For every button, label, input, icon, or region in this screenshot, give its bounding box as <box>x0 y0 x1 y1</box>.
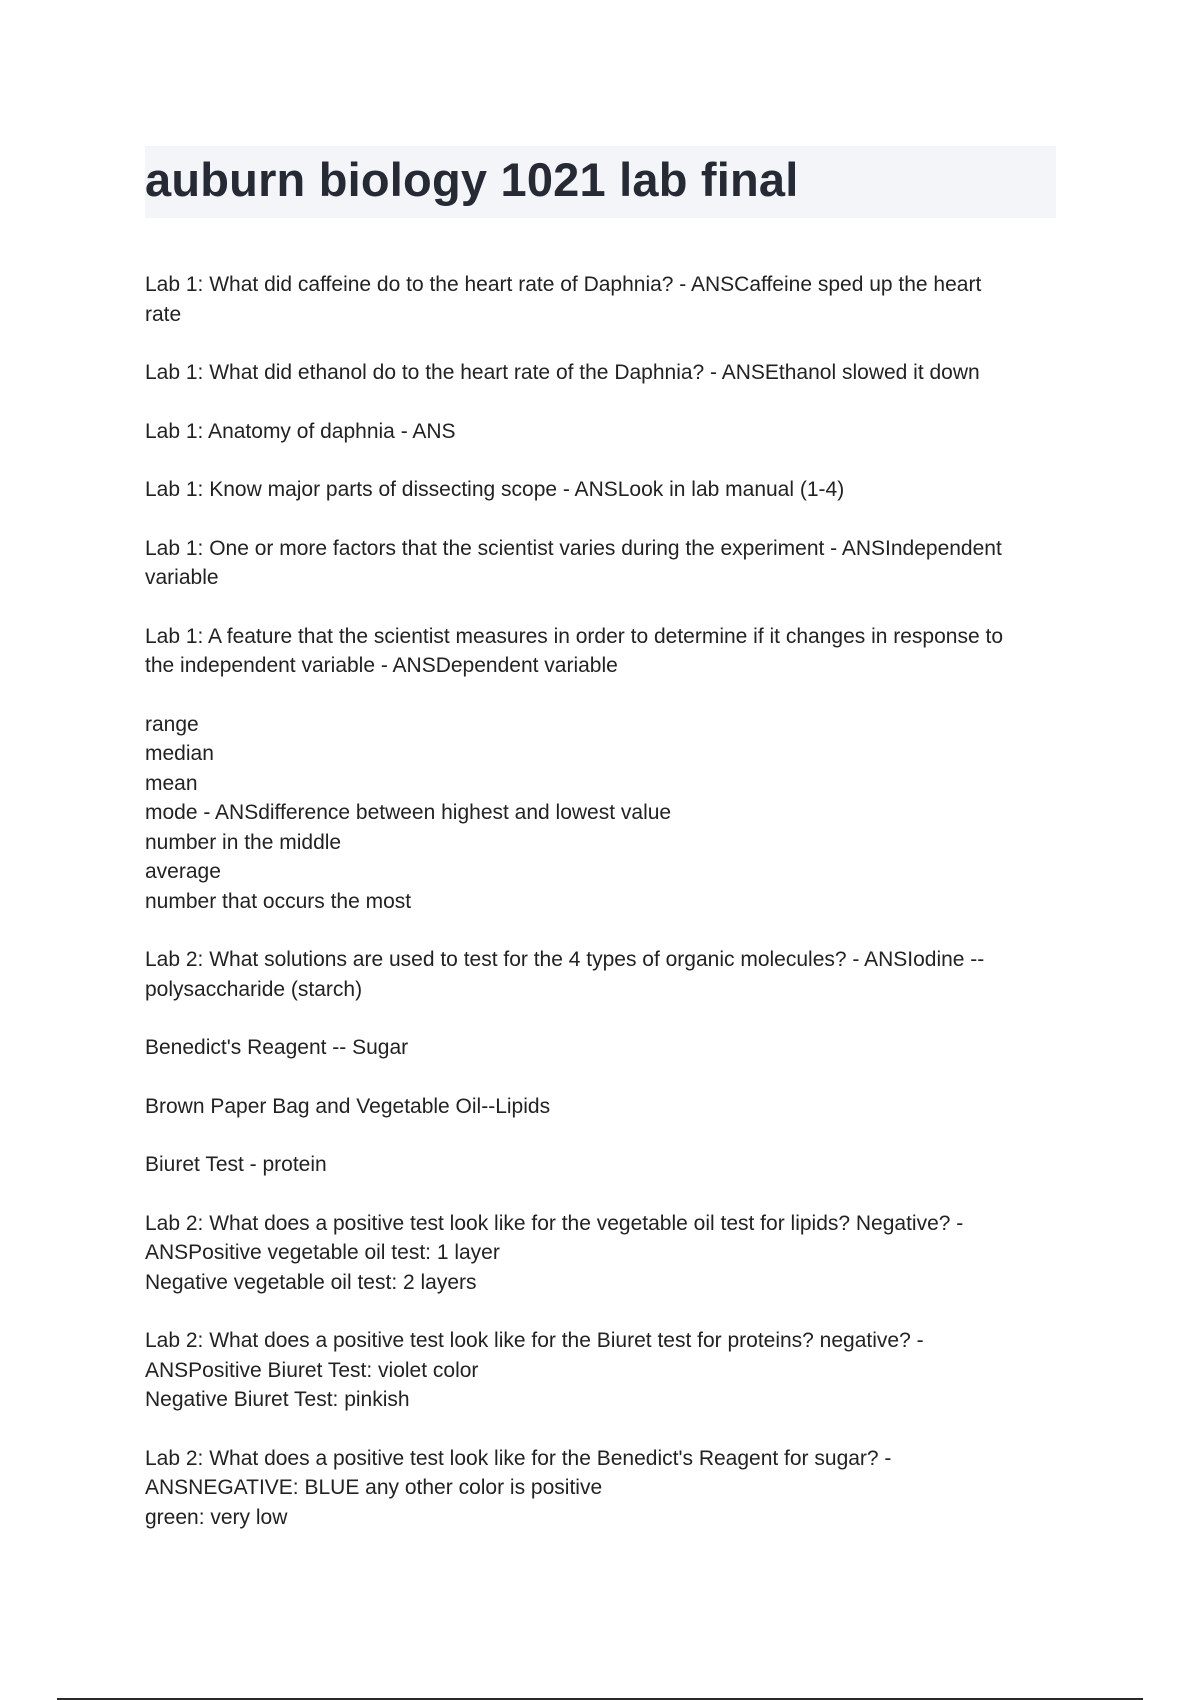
entry-line: Lab 2: What does a positive test look like for the Biuret test for proteins? negative? - <box>145 1329 924 1352</box>
entry-line: Benedict's Reagent -- Sugar <box>145 1036 409 1059</box>
qa-entry <box>145 945 1060 1004</box>
entry-line: mode - ANSdifference between highest and lowest value <box>145 801 672 824</box>
entry-line: Lab 2: What does a positive test look like for the Benedict's Reagent for sugar? - <box>145 1446 892 1470</box>
entry-line: Negative vegetable oil test: 2 layers <box>145 1270 477 1294</box>
qa-entry <box>145 1033 1060 1063</box>
entry-line: Lab 1: Know major parts of dissecting scope - ANSLook in lab manual (1-4) <box>145 478 845 501</box>
entry-line: rate <box>145 302 182 326</box>
qa-entry-statistics <box>145 710 1060 917</box>
entry-line: Lab 1: One or more factors that the scientist varies during the experiment - ANSIndependent <box>145 536 1002 560</box>
title-band <box>145 146 1056 218</box>
qa-entry <box>145 417 1060 447</box>
qa-entry <box>145 358 1060 388</box>
entry-line: Biuret Test - protein <box>145 1153 327 1176</box>
document-body <box>145 270 1060 1561</box>
entry-line: ANSNEGATIVE: BLUE any other color is positive <box>145 1476 603 1499</box>
entry-line: the independent variable - ANSDependent variable <box>145 654 618 677</box>
qa-entry <box>145 622 1060 681</box>
entry-line: Lab 2: What does a positive test look like for the vegetable oil test for lipids? Negative? - <box>145 1211 964 1235</box>
entry-line: Lab 1: Anatomy of daphnia - ANS <box>145 419 456 443</box>
qa-entry <box>145 270 1060 329</box>
qa-entry <box>145 1092 1060 1122</box>
entry-line: mean <box>145 771 198 795</box>
qa-entry <box>145 1444 1060 1533</box>
entry-line: median <box>145 742 214 765</box>
qa-entry <box>145 475 1060 505</box>
entry-line: variable <box>145 566 219 589</box>
entry-line: Brown Paper Bag and Vegetable Oil--Lipids <box>145 1094 551 1118</box>
entry-line: Lab 1: What did ethanol do to the heart rate of the Daphnia? - ANSEthanol slowed it down <box>145 361 980 384</box>
entry-line: average <box>145 860 221 883</box>
qa-entry <box>145 534 1060 593</box>
entry-line: number in the middle <box>145 830 342 854</box>
entry-line: Lab 2: What solutions are used to test for the 4 types of organic molecules? - ANSIodine -- <box>145 948 985 971</box>
entry-line: polysaccharide (starch) <box>145 977 363 1001</box>
entry-line: ANSPositive Biuret Test: violet color <box>145 1358 479 1382</box>
entry-line: range <box>145 712 199 736</box>
qa-entry <box>145 1150 1060 1180</box>
entry-line: Negative Biuret Test: pinkish <box>145 1388 410 1411</box>
entry-line: ANSPositive vegetable oil test: 1 layer <box>145 1241 500 1264</box>
entry-line: green: very low <box>145 1505 288 1529</box>
qa-entry <box>145 1326 1060 1415</box>
entry-line: Lab 1: What did caffeine do to the heart rate of Daphnia? - ANSCaffeine sped up the heart <box>145 273 982 296</box>
entry-line: number that occurs the most <box>145 889 412 913</box>
entry-line: Lab 1: A feature that the scientist measures in order to determine if it changes in response to <box>145 624 1003 648</box>
document-title: auburn biology 1021 lab final <box>145 153 799 206</box>
qa-entry <box>145 1209 1060 1298</box>
